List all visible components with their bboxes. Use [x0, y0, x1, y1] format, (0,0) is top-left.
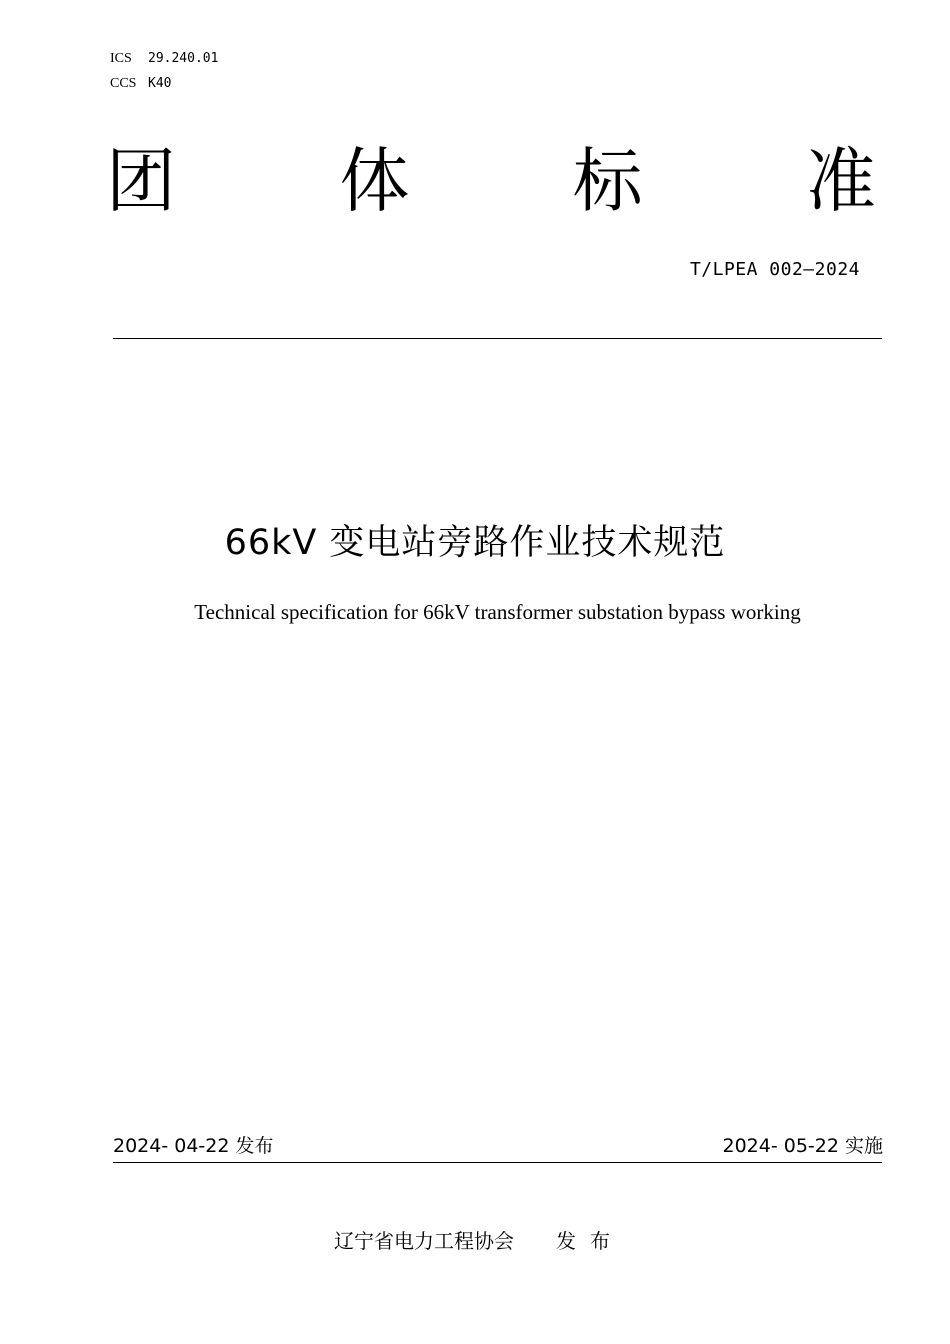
- classification-block: [110, 46, 218, 96]
- standard-number: T/LPEA 002—2024: [689, 259, 860, 280]
- document-title-english: Technical specification for 66kV transformer substation bypass working: [194, 600, 801, 624]
- ics-label: ICS: [110, 51, 132, 66]
- standard-type-char: 体: [339, 140, 410, 222]
- top-divider: [113, 338, 882, 339]
- ics-row: [110, 46, 218, 71]
- standard-type-char: 准: [805, 140, 876, 222]
- issue-date: 2024- 04-22 发布: [113, 1135, 274, 1157]
- ccs-label: CCS: [110, 76, 137, 91]
- bottom-divider: [113, 1162, 882, 1163]
- ccs-value: K40: [148, 76, 172, 91]
- standard-type-char: 团: [106, 140, 176, 222]
- ccs-row: [110, 71, 218, 96]
- document-title-chinese: 66kV 变电站旁路作业技术规范: [224, 523, 726, 563]
- publisher-line: [334, 1226, 624, 1256]
- standard-type-char: 标: [572, 140, 643, 222]
- ics-value: 29.240.01: [148, 51, 219, 66]
- publisher-name: 辽宁省电力工程协会: [334, 1229, 514, 1253]
- standard-type-heading: [106, 138, 876, 224]
- publisher-verb: 发布: [556, 1229, 624, 1253]
- effective-date: 2024- 05-22 实施: [722, 1135, 883, 1157]
